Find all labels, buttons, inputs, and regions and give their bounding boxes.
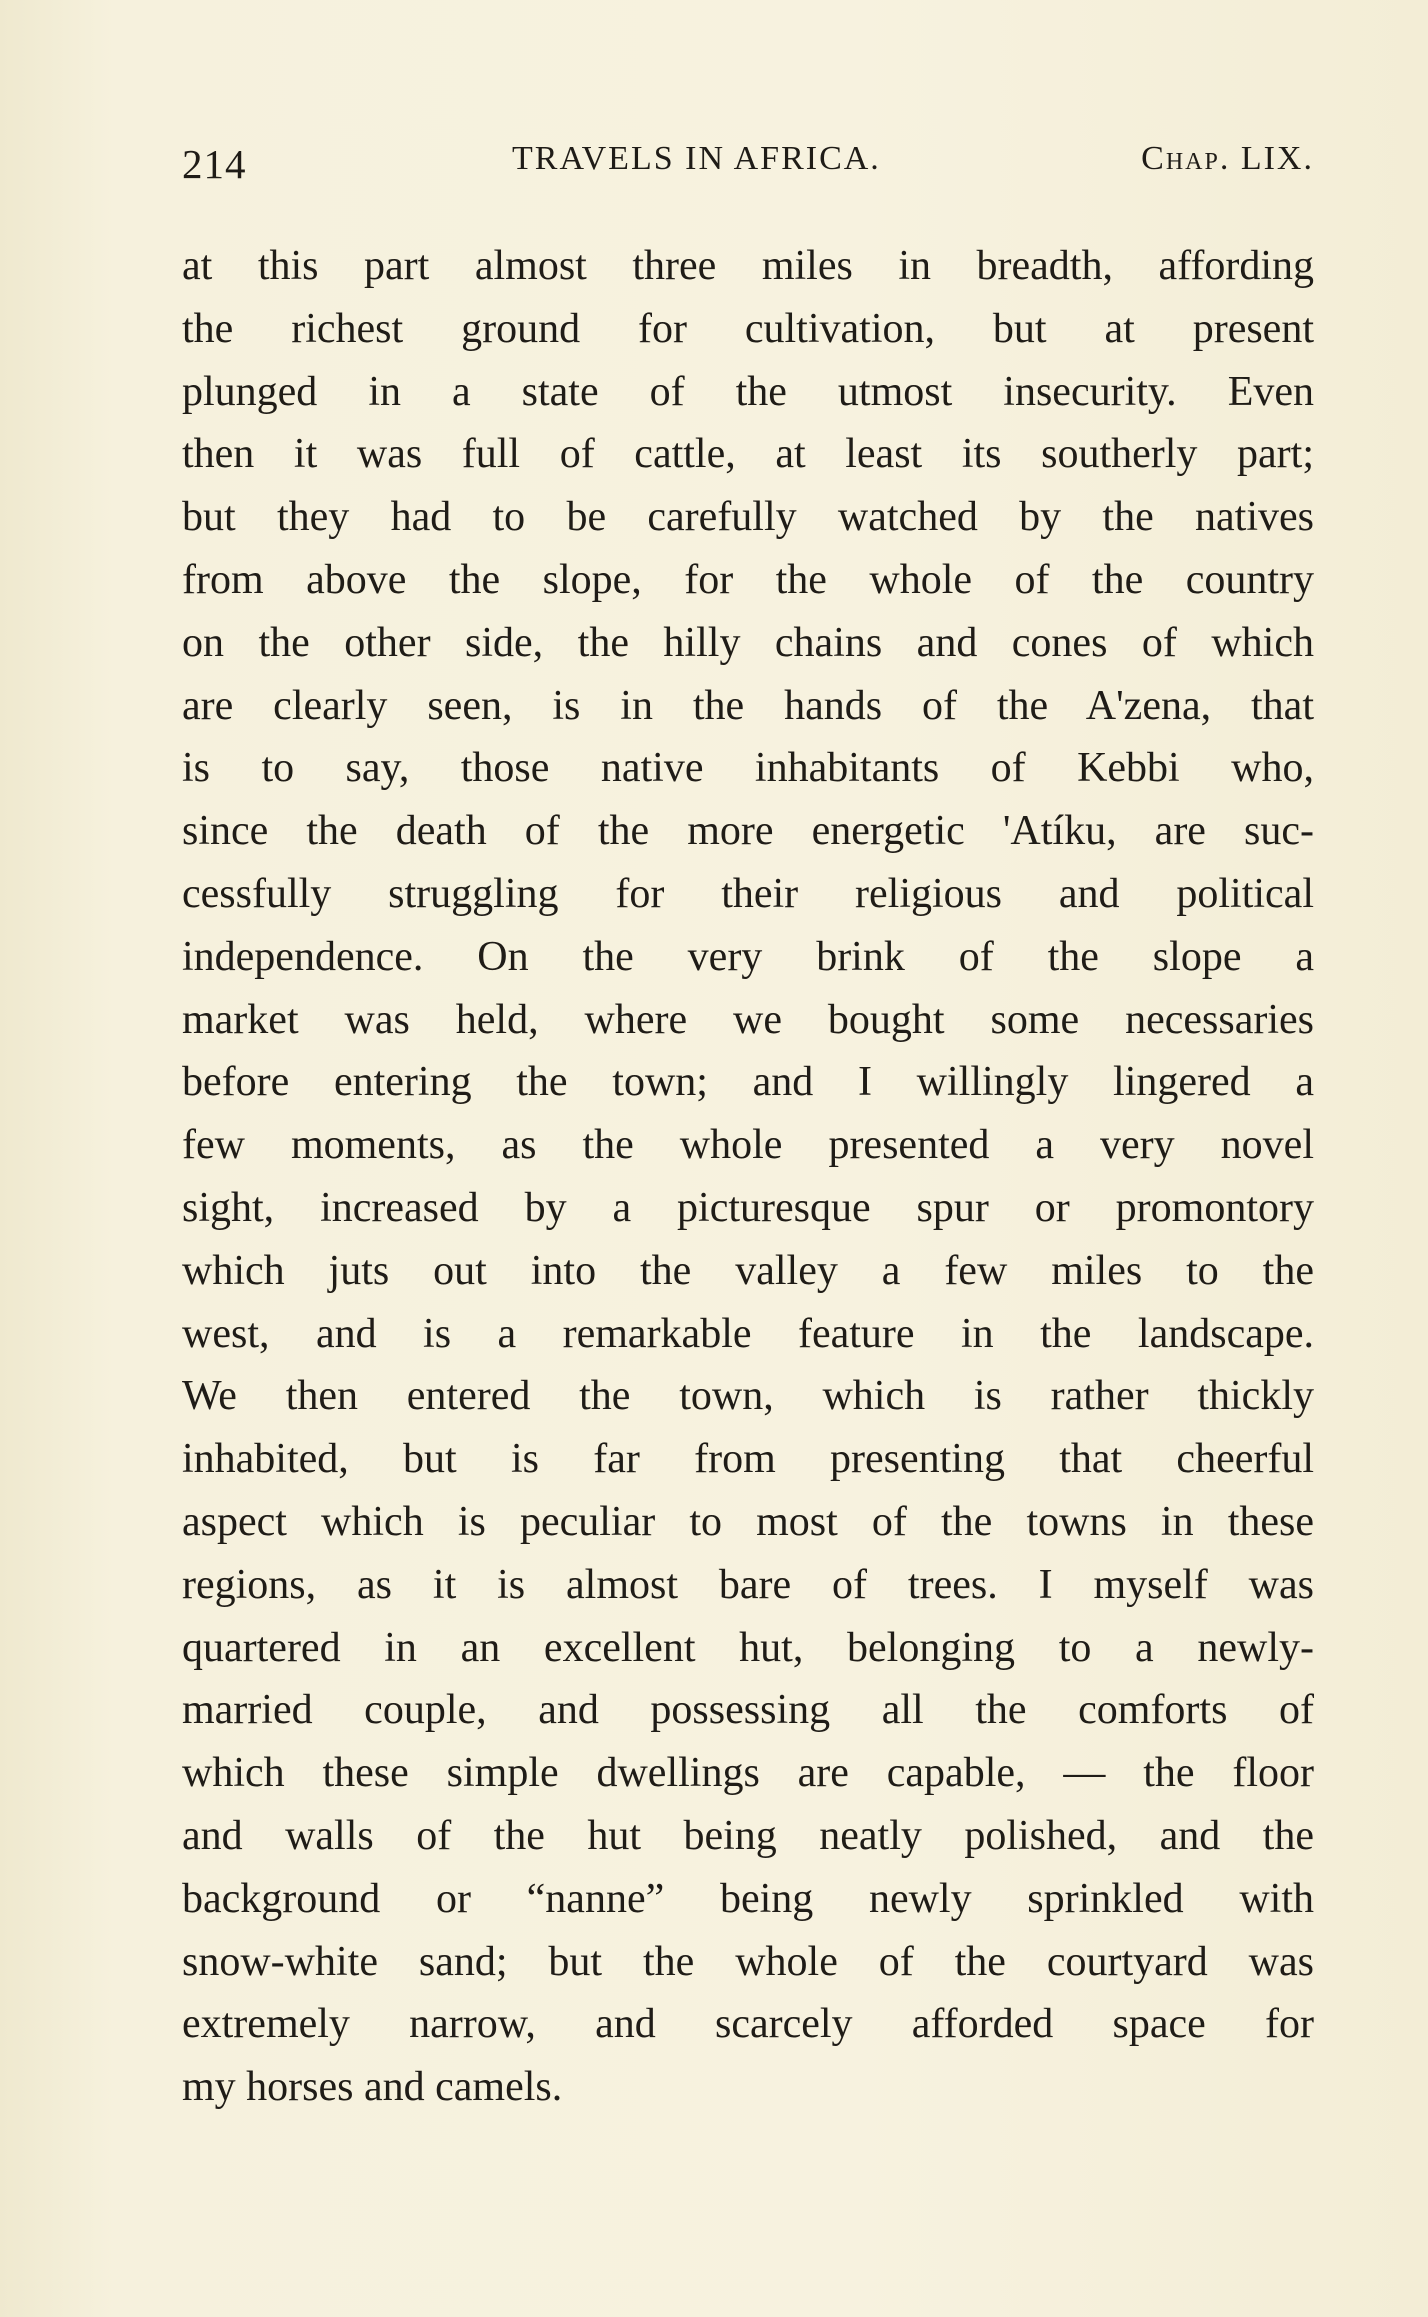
text-line: regions, as it is almost bare of trees. I myself was: [182, 1561, 1314, 1608]
text-line: the richest ground for cultivation, but at present: [182, 305, 1314, 352]
text-line: but they had to be carefully watched by the natives: [182, 494, 1314, 541]
text-line: on the other side, the hilly chains and cones of which: [182, 619, 1314, 666]
text-line: sight, increased by a picturesque spur or promontory: [182, 1184, 1314, 1231]
text-line: market was held, where we bought some necessaries: [182, 996, 1314, 1043]
text-line: west, and is a remarkable feature in the landscape.: [182, 1310, 1314, 1357]
text-line: extremely narrow, and scarcely afforded space for: [182, 2001, 1314, 2048]
text-line: background or “nanne” being newly sprinkled with: [182, 1875, 1314, 1922]
text-line: are clearly seen, is in the hands of the A'zena, that: [182, 682, 1314, 729]
text-line: inhabited, but is far from presenting that cheerful: [182, 1436, 1314, 1483]
text-line: married couple, and possessing all the comforts of: [182, 1687, 1314, 1734]
text-line: which these simple dwellings are capable, — the floor: [182, 1750, 1314, 1797]
text-line: cessfully struggling for their religious and political: [182, 870, 1314, 917]
text-line: from above the slope, for the whole of the country: [182, 556, 1314, 603]
text-line: then it was full of cattle, at least its southerly part;: [182, 431, 1314, 478]
text-line: few moments, as the whole presented a very novel: [182, 1122, 1314, 1169]
text-line: at this part almost three miles in breadth, affording: [182, 243, 1314, 289]
text-line: my horses and camels.: [182, 2064, 563, 2111]
text-line: aspect which is peculiar to most of the towns in these: [182, 1498, 1314, 1545]
text-line: quartered in an excellent hut, belonging to a newly-: [182, 1624, 1314, 1671]
text-line: snow-white sand; but the whole of the courtyard was: [182, 1938, 1314, 1985]
page-number: 214: [182, 141, 247, 187]
text-line: We then entered the town, which is rather thickly: [182, 1373, 1314, 1420]
running-title: TRAVELS IN AFRICA.: [512, 140, 881, 177]
text-line: before entering the town; and I willingly lingered a: [182, 1059, 1314, 1106]
text-line: is to say, those native inhabitants of Kebbi who,: [182, 745, 1314, 792]
chapter-label: Chap. LIX.: [1141, 140, 1314, 177]
text-line: which juts out into the valley a few miles to the: [182, 1247, 1314, 1294]
text-line: independence. On the very brink of the slope a: [182, 933, 1314, 980]
text-line: since the death of the more energetic 'Atíku, are suc-: [182, 808, 1314, 855]
text-line: plunged in a state of the utmost insecurity. Even: [182, 368, 1314, 415]
text-line: and walls of the hut being neatly polished, and the: [182, 1812, 1314, 1859]
running-head: [182, 140, 1314, 200]
body-text: [182, 235, 1314, 2119]
